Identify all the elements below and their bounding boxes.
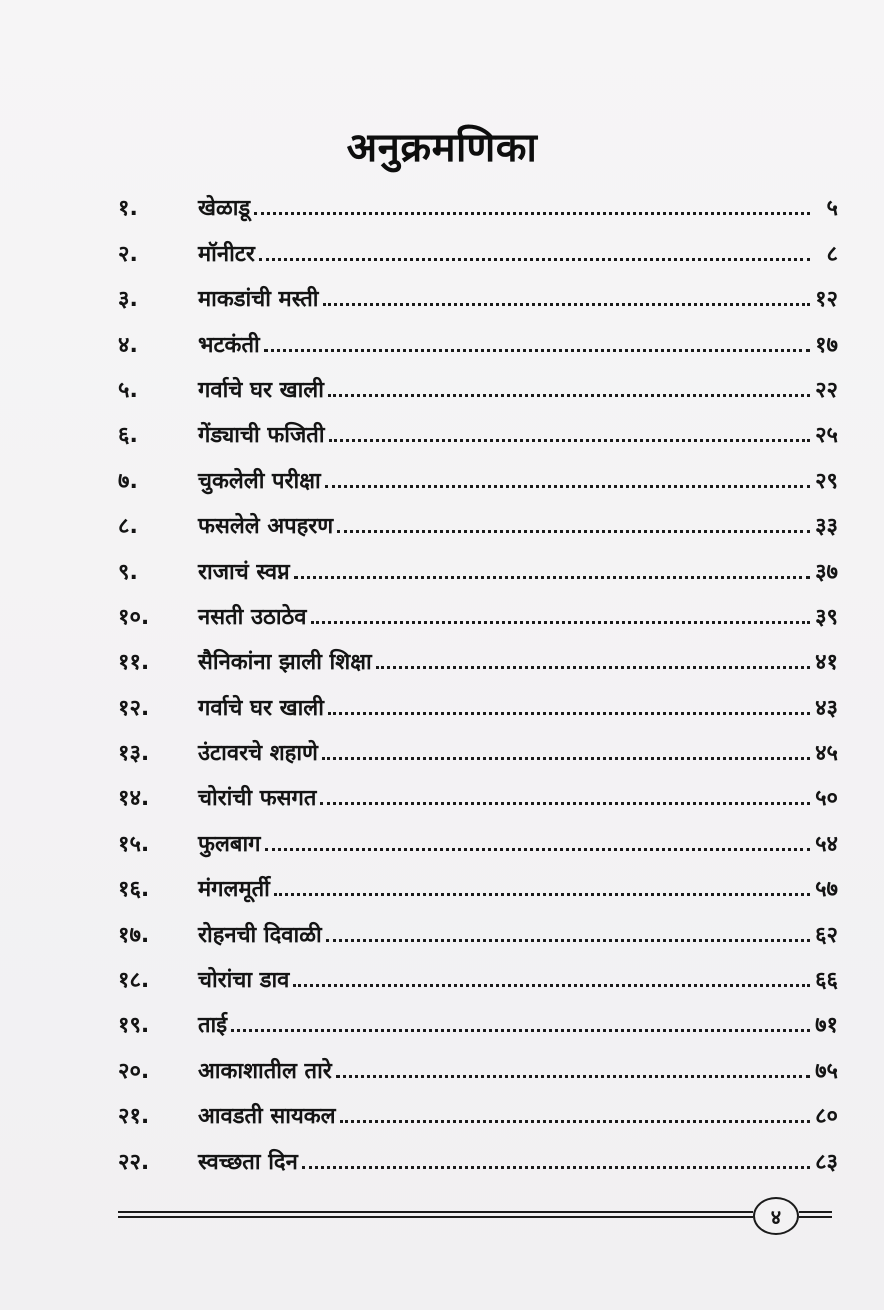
toc-entry-page: २५	[815, 423, 838, 449]
toc-dot-leader	[340, 1120, 810, 1123]
toc-entry-title: फसलेले अपहरण	[198, 514, 334, 540]
table-of-contents	[118, 177, 838, 1176]
toc-entry-number: १९.	[118, 1013, 150, 1039]
toc-entry-number: १३.	[118, 741, 150, 767]
toc-entry	[118, 1085, 838, 1130]
toc-entry-number: ११.	[118, 650, 150, 676]
toc-dot-leader	[328, 712, 810, 715]
toc-dot-leader	[376, 666, 810, 669]
toc-dot-leader	[265, 848, 810, 851]
toc-entry	[118, 949, 838, 994]
toc-entry	[118, 903, 838, 948]
toc-entry-page: ७१	[815, 1013, 838, 1039]
toc-entry	[118, 495, 838, 540]
toc-entry-page: ८	[826, 241, 838, 267]
page-title: अनुक्रमणिका	[346, 125, 538, 171]
toc-dot-leader	[320, 802, 810, 805]
toc-entry-number: १६.	[118, 877, 150, 903]
footer-rule	[118, 1208, 832, 1228]
toc-entry-page: ७५	[815, 1058, 838, 1084]
toc-entry-page: ३९	[815, 604, 838, 630]
toc-entry-page: २९	[815, 468, 838, 494]
toc-entry-number: १.	[118, 196, 138, 222]
toc-entry-title: गर्वाचे घर खाली	[198, 377, 324, 403]
toc-dot-leader	[264, 349, 810, 352]
toc-entry-number: ९.	[118, 559, 138, 585]
toc-entry-number: २०.	[118, 1058, 150, 1084]
toc-entry	[118, 404, 838, 449]
toc-dot-leader	[274, 893, 810, 896]
toc-entry	[118, 767, 838, 812]
toc-entry	[118, 222, 838, 267]
toc-entry	[118, 359, 838, 404]
toc-entry-title: आवडती सायकल	[198, 1104, 336, 1130]
toc-entry	[118, 994, 838, 1039]
toc-entry-title: चुकलेली परीक्षा	[198, 468, 321, 494]
toc-entry-number: ५.	[118, 377, 138, 403]
toc-entry-title: मॉनीटर	[198, 241, 255, 267]
toc-entry-number: १४.	[118, 786, 150, 812]
toc-entry-page: ५०	[815, 786, 838, 812]
toc-entry-number: ६.	[118, 423, 138, 449]
toc-entry	[118, 313, 838, 358]
toc-entry-title: गेंड्याची फजिती	[198, 423, 325, 449]
toc-entry-title: फुलबाग	[198, 831, 261, 857]
toc-entry-page: ८३	[815, 1149, 838, 1175]
toc-entry-page: ६६	[815, 968, 838, 994]
toc-dot-leader	[293, 984, 810, 987]
toc-dot-leader	[328, 394, 810, 397]
toc-entry	[118, 540, 838, 585]
toc-entry-title: चोरांचा डाव	[198, 968, 290, 994]
toc-entry-number: २.	[118, 241, 138, 267]
toc-entry-title: गर्वाचे घर खाली	[198, 695, 324, 721]
toc-entry	[118, 812, 838, 857]
toc-entry-page: ३७	[815, 559, 838, 585]
toc-dot-leader	[302, 1166, 810, 1169]
toc-dot-leader	[325, 485, 810, 488]
toc-entry	[118, 858, 838, 903]
toc-entry	[118, 177, 838, 222]
toc-entry-number: ८.	[118, 514, 138, 540]
toc-entry-title: ताई	[198, 1013, 228, 1039]
toc-entry-title: उंटावरचे शहाणे	[198, 741, 318, 767]
toc-entry-title: नसती उठाठेव	[198, 604, 307, 630]
toc-entry	[118, 676, 838, 721]
toc-entry-page: ८०	[815, 1104, 838, 1130]
toc-entry-number: ३.	[118, 287, 138, 313]
toc-entry-number: ४.	[118, 332, 138, 358]
toc-entry	[118, 449, 838, 494]
toc-dot-leader	[323, 303, 811, 306]
toc-entry-number: १७.	[118, 922, 150, 948]
toc-dot-leader	[326, 939, 810, 942]
toc-dot-leader	[231, 1029, 810, 1032]
toc-entry-number: १५.	[118, 831, 150, 857]
toc-dot-leader	[259, 258, 810, 261]
toc-entry-page: ६२	[815, 922, 838, 948]
toc-entry-page: ४५	[815, 741, 838, 767]
toc-dot-leader	[322, 757, 810, 760]
toc-entry-title: खेळाडू	[198, 196, 251, 222]
toc-entry	[118, 722, 838, 767]
toc-dot-leader	[336, 1075, 810, 1078]
toc-entry-page: ५७	[815, 877, 838, 903]
toc-dot-leader	[311, 621, 810, 624]
toc-entry-number: ७.	[118, 468, 138, 494]
toc-entry-page: ५४	[815, 831, 838, 857]
toc-entry-title: मंगलमूर्ती	[198, 877, 270, 903]
toc-entry-page: ३३	[815, 514, 838, 540]
toc-dot-leader	[329, 439, 810, 442]
toc-entry-number: २१.	[118, 1104, 150, 1130]
toc-entry	[118, 586, 838, 631]
toc-entry-page: १७	[815, 332, 838, 358]
toc-dot-leader	[254, 212, 810, 215]
toc-entry-page: १२	[815, 287, 838, 313]
toc-entry-title: राजाचं स्वप्न	[198, 559, 290, 585]
page-number-badge: ४	[753, 1197, 799, 1235]
toc-entry	[118, 631, 838, 676]
toc-entry-title: भटकंती	[198, 332, 260, 358]
toc-entry-title: आकाशातील तारे	[198, 1058, 332, 1084]
toc-entry	[118, 1130, 838, 1175]
toc-entry-page: २२	[815, 377, 838, 403]
toc-entry	[118, 1039, 838, 1084]
toc-entry-number: १०.	[118, 604, 150, 630]
toc-entry	[118, 268, 838, 313]
toc-entry-title: माकडांची मस्ती	[198, 287, 319, 313]
toc-entry-title: सैनिकांना झाली शिक्षा	[198, 650, 372, 676]
toc-entry-number: १८.	[118, 968, 150, 994]
toc-entry-title: रोहनची दिवाळी	[198, 922, 322, 948]
toc-entry-page: ४३	[815, 695, 838, 721]
toc-entry-title: स्वच्छता दिन	[198, 1149, 298, 1175]
toc-entry-title: चोरांची फसगत	[198, 786, 317, 812]
toc-entry-number: २२.	[118, 1149, 150, 1175]
toc-dot-leader	[337, 530, 810, 533]
toc-entry-page: ५	[826, 196, 838, 222]
toc-dot-leader	[294, 576, 810, 579]
toc-entry-page: ४१	[815, 650, 838, 676]
toc-entry-number: १२.	[118, 695, 150, 721]
